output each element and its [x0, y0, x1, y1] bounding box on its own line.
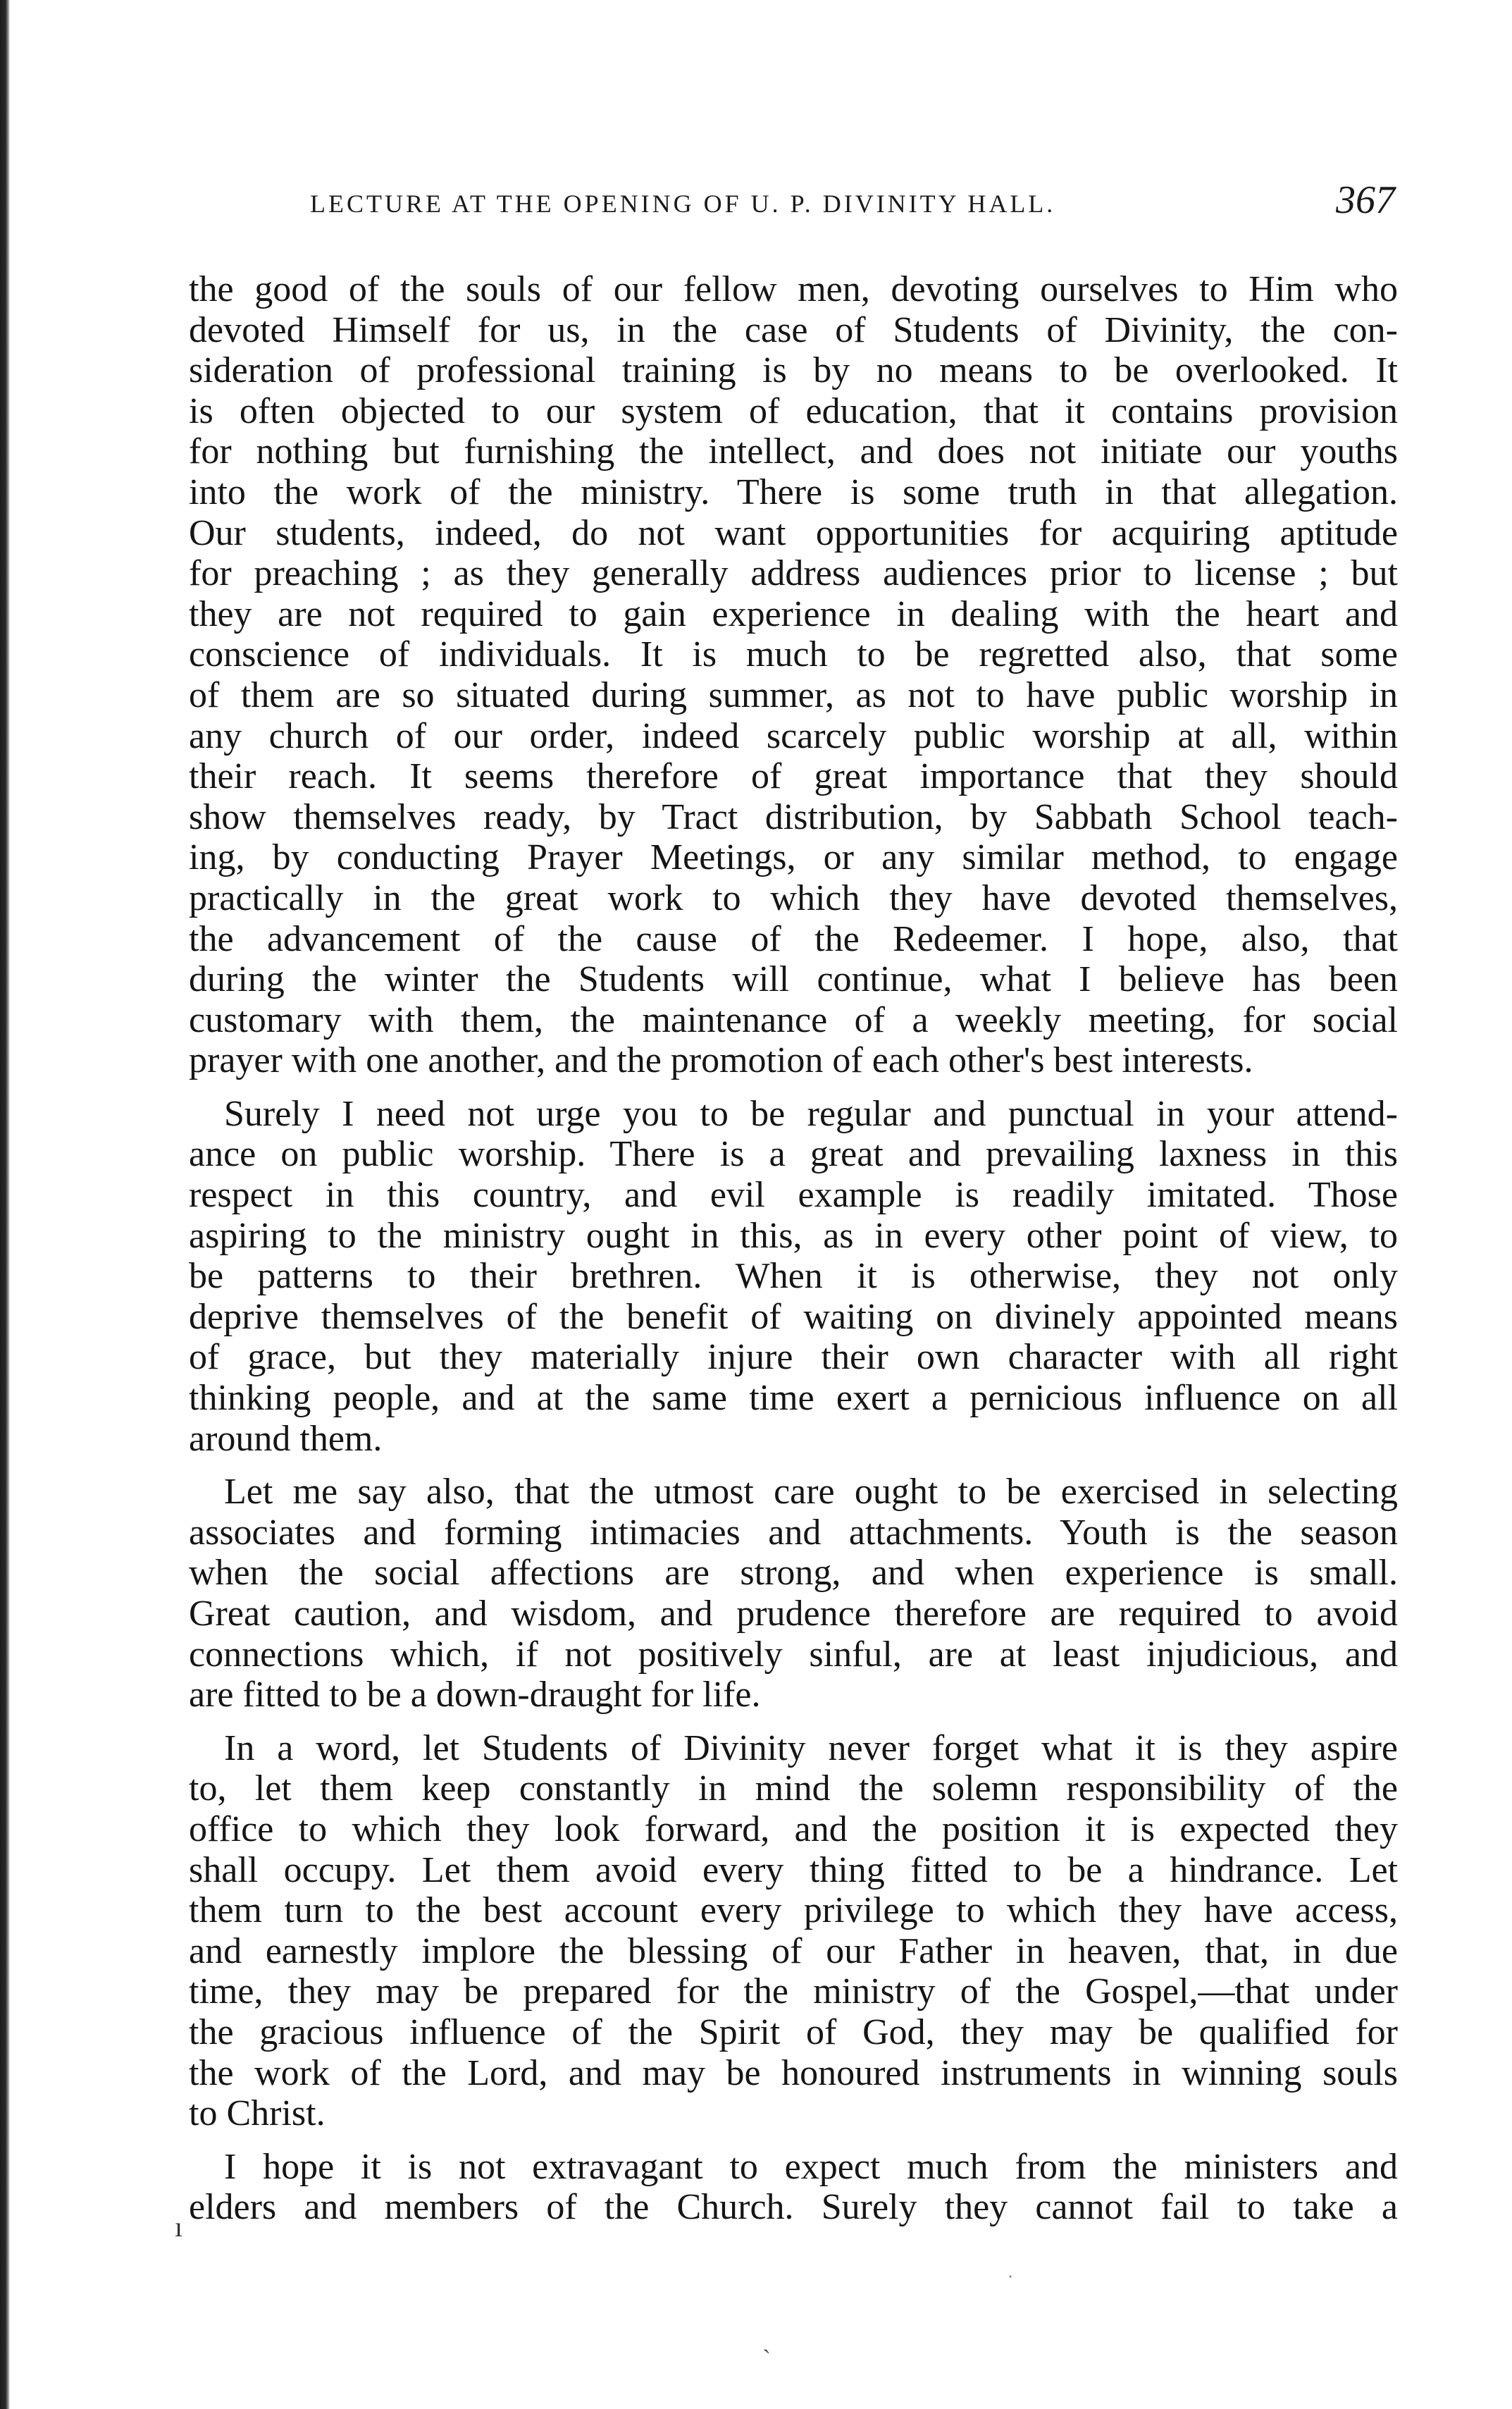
- running-header: LECTURE AT THE OPENING OF U. P. DIVINITY HALL.: [310, 190, 1056, 218]
- text-line: into the work of the ministry. There is some truth in that allegation.: [189, 472, 1398, 512]
- text-line: to Christ.: [189, 2093, 326, 2134]
- text-line: of them are so situated during summer, as not to have public worship in: [189, 674, 1398, 715]
- text-line: Our students, indeed, do not want opportunities for acquiring aptitude: [189, 512, 1398, 553]
- text-line: the work of the Lord, and may be honoured instruments in winning souls: [189, 2052, 1398, 2093]
- text-line: the advancement of the cause of the Redeemer. I hope, also, that: [189, 918, 1398, 959]
- text-line: office to which they look forward, and the position it is expected they: [189, 1809, 1398, 1849]
- page-binding-edge: [0, 0, 10, 2409]
- text-line: time, they may be prepared for the ministry of the Gospel,—that under: [189, 1971, 1398, 2012]
- paragraph: [189, 1094, 1398, 1459]
- text-line: thinking people, and at the same time exert a pernicious influence on all: [189, 1378, 1398, 1419]
- body-text: [189, 269, 1398, 2228]
- stray-ink-mark: ˏ: [762, 2325, 771, 2353]
- text-line: show themselves ready, by Tract distribution, by Sabbath School teach-: [189, 796, 1398, 837]
- text-line: elders and members of the Church. Surely they cannot fail to take a: [189, 2187, 1398, 2228]
- text-line: devoted Himself for us, in the case of Students of Divinity, the con-: [189, 309, 1398, 350]
- text-line: prayer with one another, and the promotion of each other's best interests.: [189, 1040, 1253, 1081]
- page-number: 367: [1336, 178, 1395, 222]
- text-line: practically in the great work to which they have devoted themselves,: [189, 877, 1398, 918]
- text-line: and earnestly implore the blessing of our Father in heaven, that, in due: [189, 1930, 1398, 1971]
- text-line: any church of our order, indeed scarcely public worship at all, within: [189, 715, 1398, 756]
- text-line: associates and forming intimacies and attachments. Youth is the season: [189, 1512, 1398, 1553]
- text-line: for nothing but furnishing the intellect, and does not initiate our youths: [189, 431, 1398, 472]
- margin-mark: ı: [175, 2211, 183, 2243]
- text-line: are fitted to be a down-draught for life.: [189, 1675, 761, 1715]
- text-line: conscience of individuals. It is much to be regretted also, that some: [189, 634, 1398, 675]
- paragraph: [189, 2147, 1398, 2228]
- text-line: In a word, let Students of Divinity never forget what it is they aspire: [224, 1727, 1398, 1768]
- text-line: around them.: [189, 1418, 383, 1459]
- text-line: connections which, if not positively sinful, are at least injudicious, and: [189, 1634, 1398, 1675]
- text-line: deprive themselves of the benefit of waiting on divinely appointed means: [189, 1296, 1398, 1337]
- text-line: is often objected to our system of education, that it contains provision: [189, 390, 1398, 431]
- text-line: they are not required to gain experience in dealing with the heart and: [189, 593, 1398, 634]
- text-line: during the winter the Students will continue, what I believe has been: [189, 959, 1398, 1000]
- paragraph: [189, 269, 1398, 1081]
- text-line: aspiring to the ministry ought in this, as in every other point of view, to: [189, 1215, 1398, 1256]
- text-line: the gracious influence of the Spirit of God, they may be qualified for: [189, 2011, 1398, 2052]
- text-line: customary with them, the maintenance of a weekly meeting, for social: [189, 999, 1398, 1040]
- text-line: sideration of professional training is by no means to be overlooked. It: [189, 350, 1398, 391]
- text-line: them turn to the best account every privilege to which they have access,: [189, 1890, 1398, 1931]
- text-line: Let me say also, that the utmost care ought to be exercised in selecting: [224, 1472, 1398, 1512]
- text-line: for preaching ; as they generally address audiences prior to license ; but: [189, 553, 1398, 594]
- stray-ink-dot: ·: [1008, 2268, 1013, 2286]
- text-line: when the social affections are strong, and when experience is small.: [189, 1553, 1398, 1594]
- paragraph: [189, 1472, 1398, 1715]
- text-line: Great caution, and wisdom, and prudence therefore are required to avoid: [189, 1594, 1398, 1634]
- text-line: I hope it is not extravagant to expect much from the ministers and: [224, 2146, 1398, 2187]
- text-line: ance on public worship. There is a great and prevailing laxness in this: [189, 1134, 1398, 1175]
- text-line: to, let them keep constantly in mind the solemn responsibility of the: [189, 1768, 1398, 1809]
- text-line: Surely I need not urge you to be regular and punctual in your attend-: [224, 1093, 1398, 1134]
- paragraph: [189, 1728, 1398, 2134]
- text-line: ing, by conducting Prayer Meetings, or any similar method, to engage: [189, 837, 1398, 878]
- text-line: their reach. It seems therefore of great importance that they should: [189, 756, 1398, 797]
- text-line: shall occupy. Let them avoid every thing fitted to be a hindrance. Let: [189, 1849, 1398, 1890]
- text-line: respect in this country, and evil example is readily imitated. Those: [189, 1175, 1398, 1216]
- text-line: be patterns to their brethren. When it is otherwise, they not only: [189, 1256, 1398, 1297]
- text-line: the good of the souls of our fellow men, devoting ourselves to Him who: [189, 269, 1398, 309]
- text-line: of grace, but they materially injure their own character with all right: [189, 1337, 1398, 1378]
